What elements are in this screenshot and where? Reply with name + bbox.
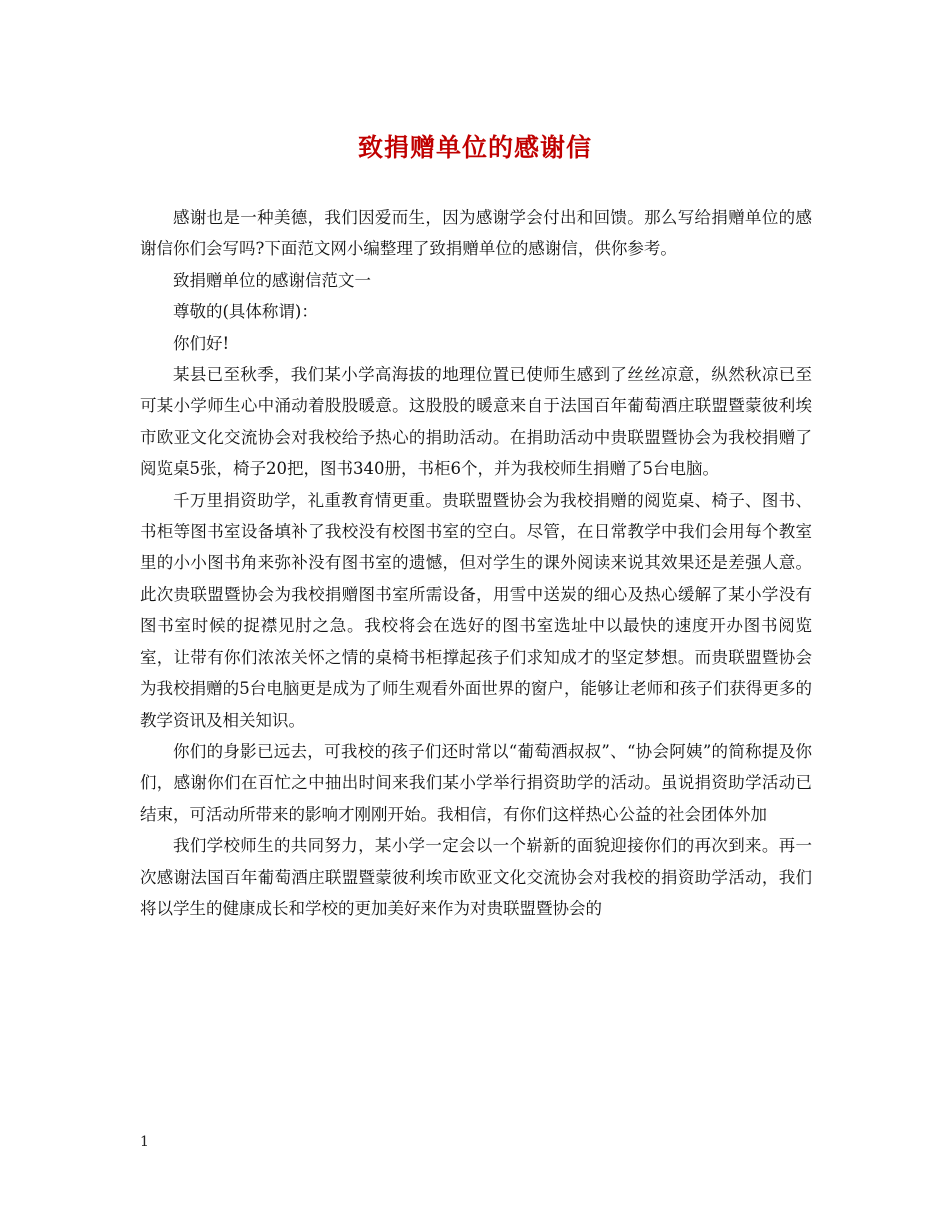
page-number: 1 bbox=[140, 1134, 149, 1150]
paragraph-greeting: 你们好! bbox=[173, 333, 230, 353]
paragraph-body-2: 千万里捐资助学，礼重教育情更重。贵联盟暨协会为我校捐赠的阅览桌、椅子、图书、书柜等图书室设备填补了我校没有校图书室的空白。尽管，在日常教学中我们会用每个教室里的小小图书角来弥补没有图书室的遗憾，但对学生的课外阅读来说其效果还是差强人意。此次贵联盟暨协会为我校捐赠图书室所需设备，用雪中送炭的细心及热心缓解了某小学没有图书室时候的捉襟见肘之急。我校将会在选好的图书室选址中以最快的速度开办图书阅览室，让带有你们浓浓关怀之情的桌椅书柜撑起孩子们求知成才的坚定梦想。而贵联盟暨协会为我校捐赠的5台电脑更是成为了师生观看外面世界的窗户，能够让老师和孩子们获得更多的教学资讯及相关知识。 bbox=[140, 490, 812, 730]
document-body bbox=[140, 202, 812, 924]
document-title: 致捐赠单位的感谢信 bbox=[357, 133, 592, 162]
paragraph-sample-heading: 致捐赠单位的感谢信范文一 bbox=[173, 270, 371, 290]
paragraph-body-1: 某县已至秋季，我们某小学高海拔的地理位置已使师生感到了丝丝凉意，纵然秋凉已至可某小学师生心中涌动着股股暖意。这股股的暖意来自于法国百年葡萄酒庄联盟暨蒙彼利埃市欧亚文化交流协会对我校给予热心的捐助活动。在捐助活动中贵联盟暨协会为我校捐赠了阅览桌5张，椅子20把，图书340册，书柜6个，并为我校师生捐赠了5台电脑。 bbox=[140, 365, 812, 479]
paragraph-body-4: 我们学校师生的共同努力，某小学一定会以一个崭新的面貌迎接你们的再次到来。再一次感谢法国百年葡萄酒庄联盟暨蒙彼利埃市欧亚文化交流协会对我校的捐资助学活动，我们将以学生的健康成长和学校的更加美好来作为对贵联盟暨协会的 bbox=[140, 836, 812, 918]
paragraph-body-3: 你们的身影已远去，可我校的孩子们还时常以“葡萄酒叔叔”、“协会阿姨”的简称提及你们，感谢你们在百忙之中抽出时间来我们某小学举行捐资助学的活动。虽说捐资助学活动已结束，可活动所带来的影响才刚刚开始。我相信，有你们这样热心公益的社会团体外加 bbox=[140, 741, 812, 824]
paragraph-salutation: 尊敬的(具体称谓)： bbox=[173, 302, 318, 322]
paragraph-intro: 感谢也是一种美德，我们因爱而生，因为感谢学会付出和回馈。那么写给捐赠单位的感谢信你们会写吗?下面范文网小编整理了致捐赠单位的感谢信，供你参考。 bbox=[140, 208, 812, 259]
